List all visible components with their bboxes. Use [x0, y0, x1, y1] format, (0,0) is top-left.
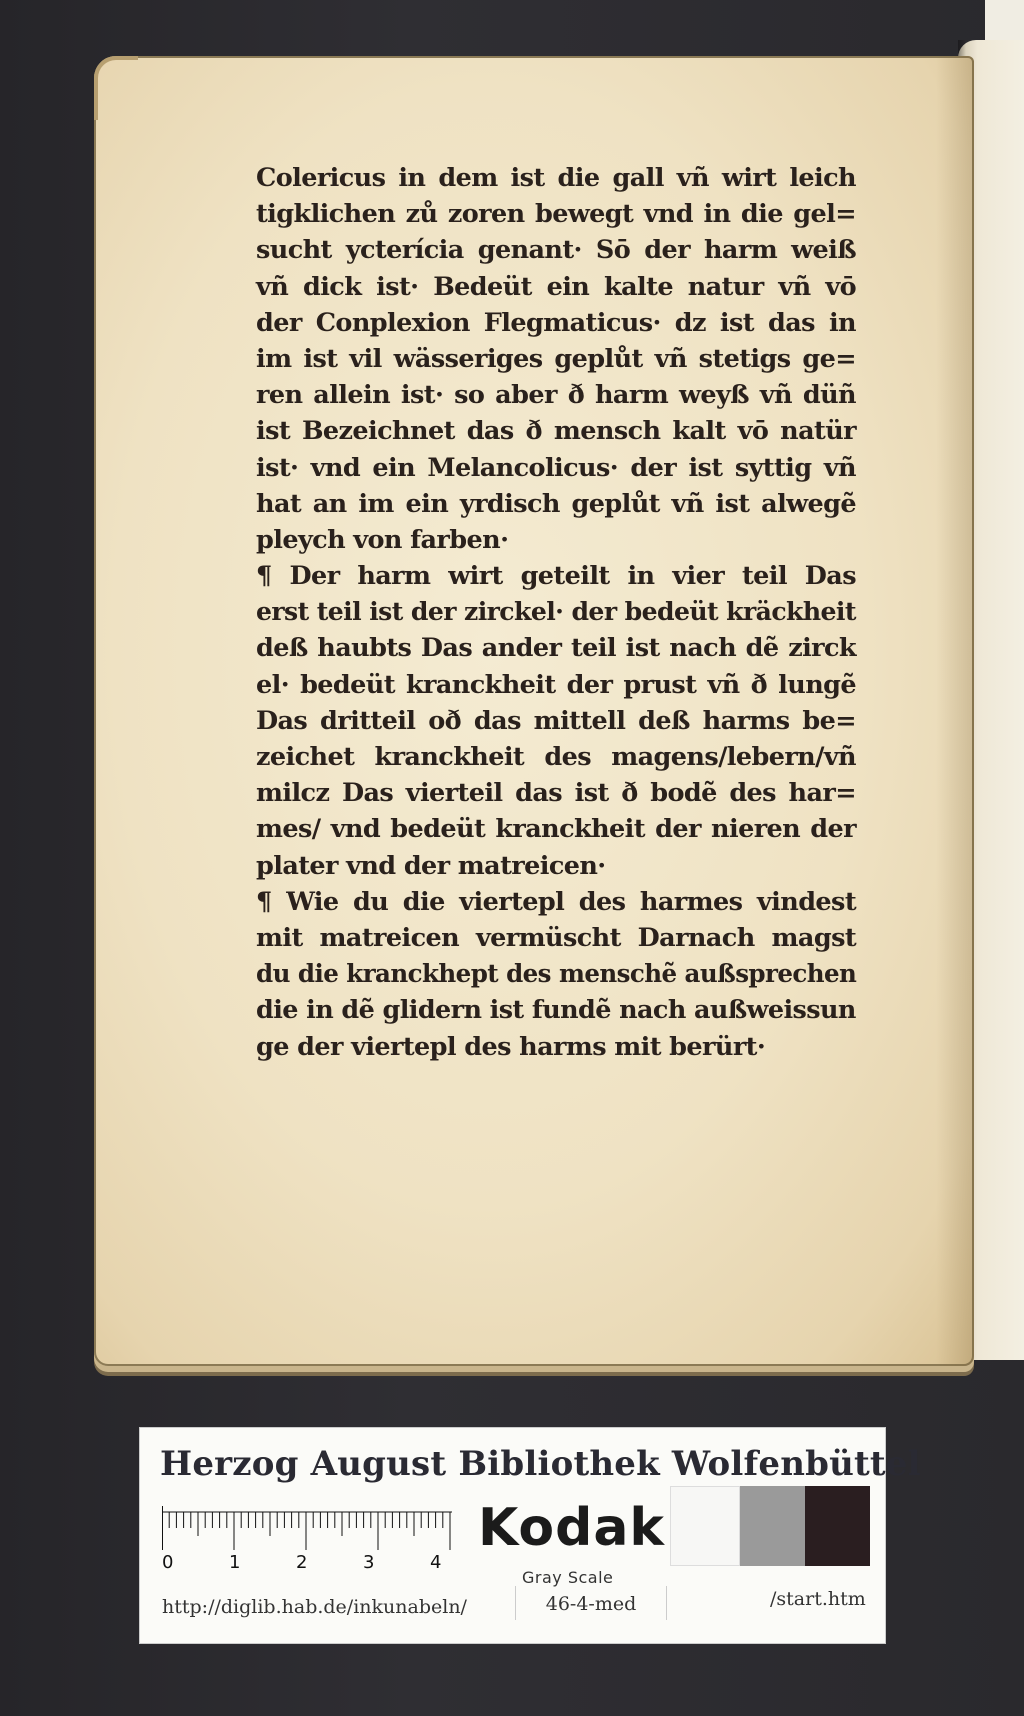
ruler-number: 4 [430, 1552, 442, 1573]
library-url: http://diglib.hab.de/inkunabeln/ [162, 1596, 467, 1618]
page-corner-curl [94, 56, 138, 120]
text-line: ist· vnd ein Melancolicus· der ist syttig vñ [256, 452, 856, 483]
text-line: milcz Das vierteil das ist ð bodẽ des har= [256, 778, 856, 809]
text-line: der Conplexion Flegmaticus· dz ist das in [256, 307, 856, 338]
text-line: ren allein ist· so aber ð harm weyß vñ düñ [256, 380, 856, 411]
text-line: du die kranckhept des menschẽ außsprechen [256, 959, 857, 990]
text-line: hat an im ein yrdisch geplůt vñ ist alwegẽ [256, 488, 856, 519]
ruler-numbers [162, 1552, 462, 1578]
ruler-number: 2 [296, 1552, 308, 1573]
text-line: el· bedeüt kranckheit der prust vñ ð lungẽ [256, 669, 856, 700]
text-line: im ist vil wässeriges geplůt vñ stetigs ge= [256, 343, 856, 374]
text-line: mes/ vnd bedeüt kranckheit der nieren der [256, 814, 856, 845]
start-page-link: /start.htm [770, 1588, 866, 1610]
text-line: Colericus in dem ist die gall vñ wirt leich [256, 163, 856, 193]
text-line: die in dẽ glidern ist fundẽ nach außweissun [256, 995, 856, 1026]
text-line: pleych von farben· [256, 524, 509, 555]
text-line: ge der viertepl des harms mit berürt· [256, 1031, 766, 1062]
white-patch [670, 1486, 740, 1566]
paragraph-start-line: ¶ Wie du die viertepl des harmes vindest [256, 886, 856, 917]
ruler-scale [162, 1506, 452, 1550]
text-line: ist Bezeichnet das ð mensch kalt vō natür [256, 416, 856, 447]
color-target-card [140, 1428, 921, 1643]
text-line: mit matreicen vermüscht Darnach magst [256, 922, 856, 953]
text-line: Das dritteil oð das mittell deß harms be= [256, 705, 856, 736]
black-patch [805, 1486, 870, 1566]
page-text-block [256, 160, 856, 1065]
text-line: deß haubts Das ander teil ist nach dẽ zirck [256, 633, 856, 664]
text-line: erst teil ist der zirckel· der bedeüt kräckheit [256, 597, 856, 628]
paragraph-start-line: ¶ Der harm wirt geteilt in vier teil Das [256, 561, 856, 592]
kodak-logo: Kodak [478, 1498, 665, 1558]
text-line: vñ dick ist· Bedeüt ein kalte natur vñ vō [256, 271, 856, 302]
gray-scale-label: Gray Scale [522, 1568, 614, 1587]
text-line: sucht ycterícia genant· Sō der harm weiß [256, 235, 856, 266]
text-line: tigklichen zů zoren bewegt vnd in die gel= [256, 199, 856, 230]
ruler-number: 1 [229, 1552, 241, 1573]
ruler-number: 0 [162, 1552, 174, 1573]
ruler-number: 3 [363, 1552, 375, 1573]
text-line: zeichet kranckheit des magens/lebern/vñ [256, 742, 856, 772]
text-line: plater vnd der matreicen· [256, 850, 606, 881]
library-title: Herzog August Bibliothek Wolfenbüttel [160, 1444, 921, 1484]
gray-patch [740, 1486, 805, 1566]
shelfmark-code: 46-4-med [515, 1586, 667, 1620]
